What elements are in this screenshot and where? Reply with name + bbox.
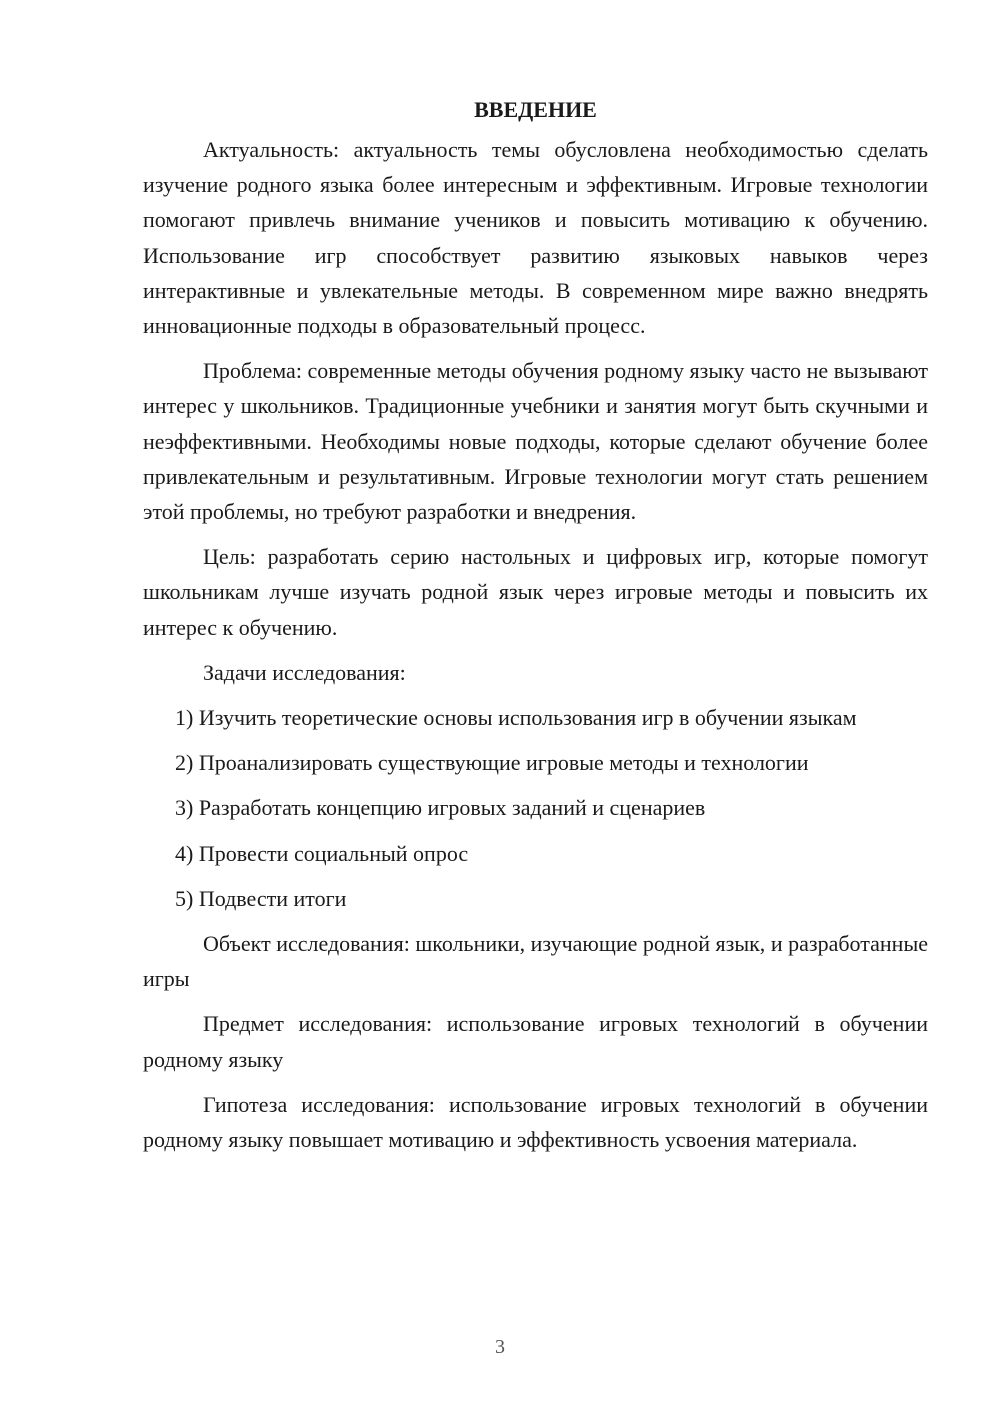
task-item: 4) Провести социальный опрос (175, 840, 469, 866)
subject-paragraph: Предмет исследования: использование игровых технологий в обучении родному языку (143, 1011, 928, 1072)
relevance-paragraph: Актуальность: актуальность темы обусловлена необходимостью сделать изучение родного языка более интересным и эффективным. Игровые технологии помогают привлечь внимание учеников и повысить мотивацию к обучению. Использование игр способствует развитию языковых навыков через интерактивные и увлекательные методы. В современном мире важно внедрять инновационные подходы в образовательный процесс. (143, 137, 928, 339)
hypothesis-paragraph: Гипотеза исследования: использование игровых технологий в обучении родному языку повышает мотивацию и эффективность усвоения материала. (143, 1091, 928, 1153)
tasks-heading: Задачи исследования: (203, 659, 406, 685)
goal-paragraph: Цель: разработать серию настольных и цифровых игр, которые помогут школьникам лучше изучать родной язык через игровые методы и повысить их интерес к обучению. (143, 544, 928, 640)
object-paragraph: Объект исследования: школьники, изучающие родной язык, и разработанные игры (143, 931, 928, 992)
task-item: 5) Подвести итоги (175, 885, 347, 911)
task-item: 1) Изучить теоретические основы использования игр в обучении языкам (175, 705, 857, 731)
task-item: 2) Проанализировать существующие игровые методы и технологии (175, 750, 809, 776)
problem-paragraph: Проблема: современные методы обучения родному языку часто не вызывают интерес у школьников. Традиционные учебники и занятия могут быть скучными и неэффективными. Необходимы новые подходы, которые сделают обучение более привлекательным и результативным. Игровые технологии могут стать решением этой проблемы, но требуют разработки и внедрения. (143, 358, 928, 525)
page-title: ВВЕДЕНИЕ (474, 97, 597, 122)
task-item: 3) Разработать концепцию игровых заданий и сценариев (175, 795, 706, 821)
page-number: 3 (495, 1336, 505, 1358)
document-page (143, 96, 928, 1167)
tasks-list (143, 700, 928, 916)
